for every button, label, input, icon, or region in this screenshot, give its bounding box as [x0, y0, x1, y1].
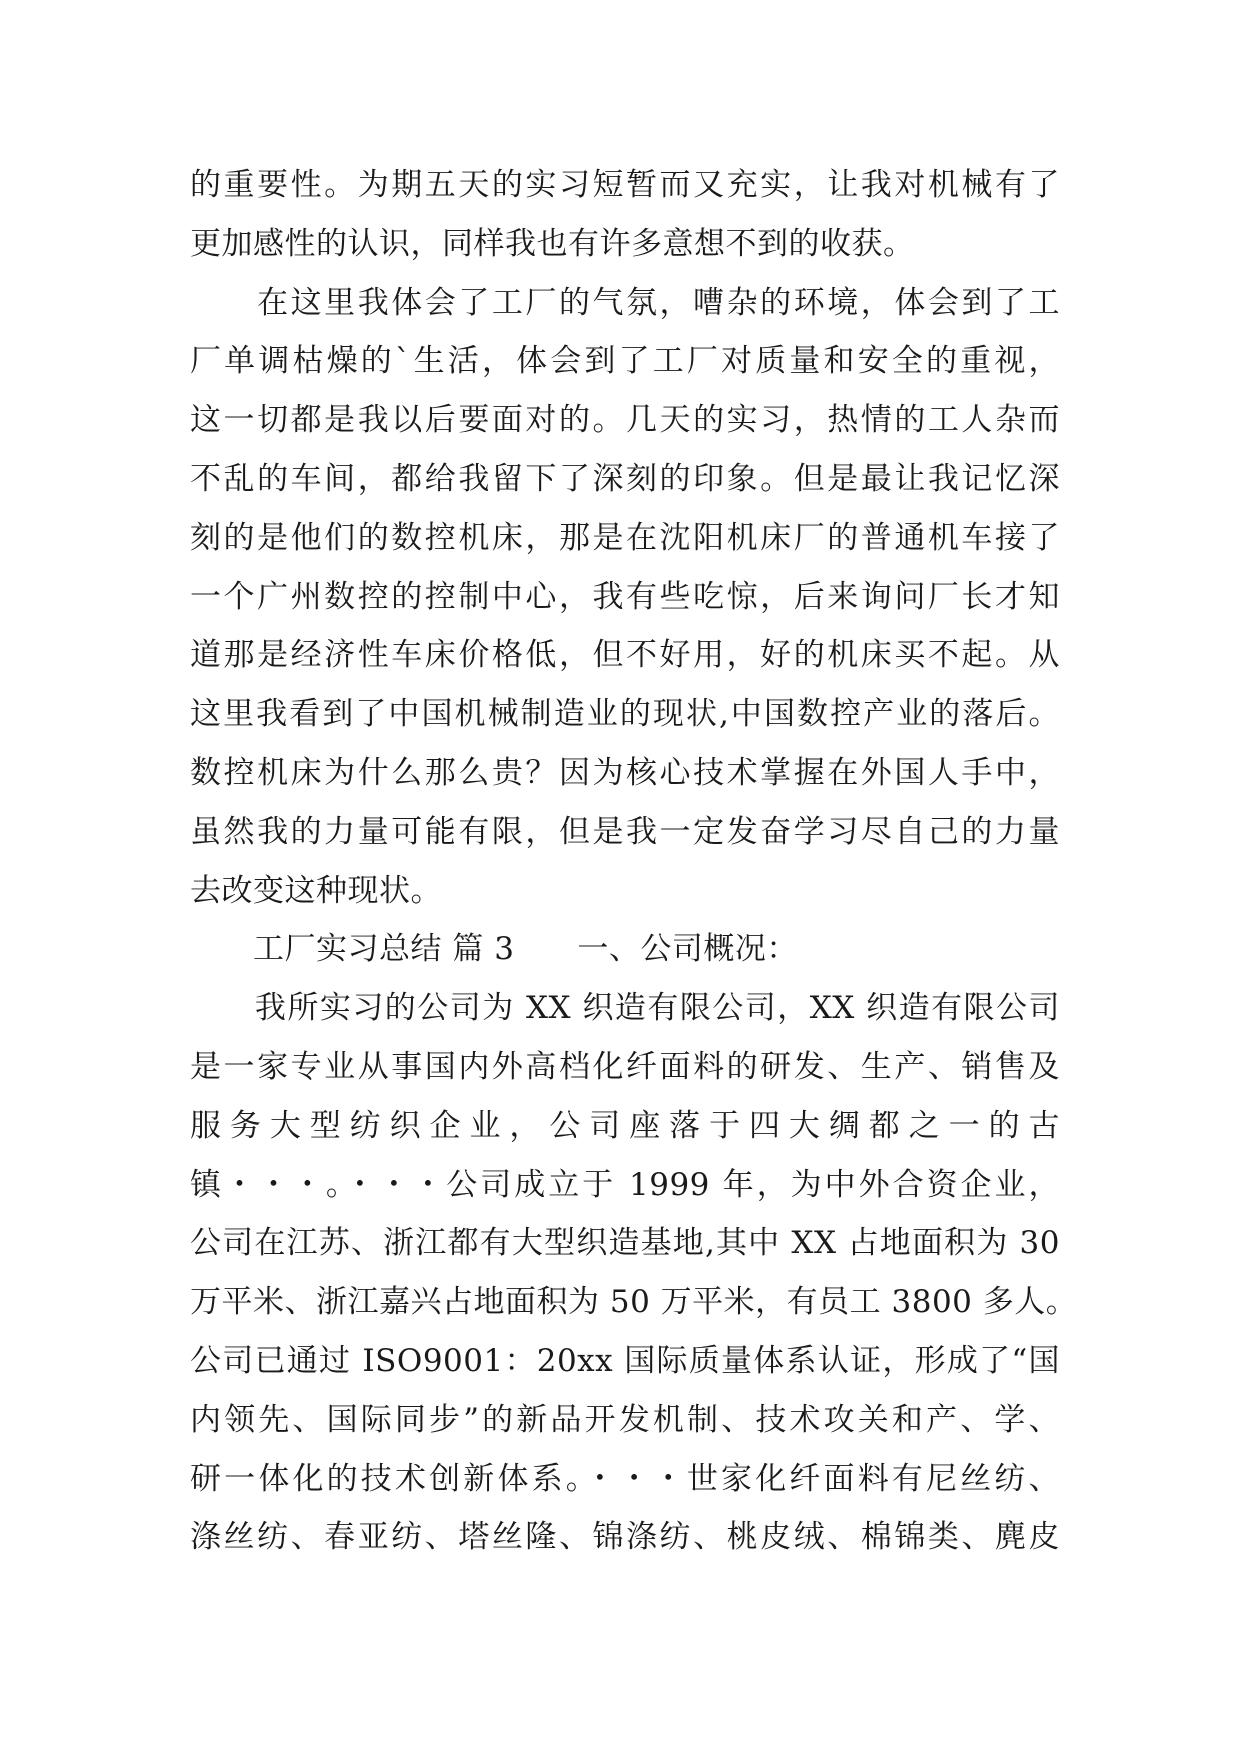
- text-line: 更加感性的认识，同样我也有许多意想不到的收获。: [190, 225, 915, 262]
- text-line: 道那是经济性车床价格低，但不好用，好的机床买不起。从: [190, 637, 1060, 674]
- text-line: 不乱的车间，都给我留下了深刻的印象。但是最让我记忆深: [190, 460, 1060, 497]
- section-heading-line: 工厂实习总结 篇 3 一、公司概况：: [190, 931, 798, 968]
- text-line: 数控机床为什么那么贵？因为核心技术掌握在外国人手中，: [190, 754, 1060, 791]
- text-line: 去改变这种现状。: [190, 872, 442, 909]
- text-line: 是一家专业从事国内外高档化纤面料的研发、生产、销售及: [190, 1048, 1060, 1085]
- text-line: 虽然我的力量可能有限，但是我一定发奋学习尽自己的力量: [190, 813, 1060, 850]
- text-line: 厂单调枯燥的`生活，体会到了工厂对质量和安全的重视，: [190, 343, 1060, 380]
- text-line: 在这里我体会了工厂的气氛，嘈杂的环境，体会到了工: [190, 284, 1060, 321]
- text-line: 万平米、浙江嘉兴占地面积为 50 万平米，有员工 3800 多人。: [190, 1284, 1078, 1321]
- text-line: 这里我看到了中国机械制造业的现状,中国数控产业的落后。: [190, 696, 1060, 733]
- text-line: 刻的是他们的数控机床，那是在沈阳机床厂的普通机车接了: [190, 519, 1060, 556]
- text-line: 公司在江苏、浙江都有大型织造基地,其中 XX 占地面积为 30: [190, 1225, 1060, 1262]
- text-line: 内领先、国际同步”的新品开发机制、技术攻关和产、学、: [190, 1401, 1060, 1438]
- text-line: 公司已通过 ISO9001：20xx 国际质量体系认证，形成了“国: [190, 1342, 1060, 1379]
- document-body: [190, 156, 1078, 1567]
- text-line: 这一切都是我以后要面对的。几天的实习，热情的工人杂而: [190, 402, 1060, 439]
- text-line: 研一体化的技术创新体系。・・・世家化纤面料有尼丝纺、: [190, 1460, 1060, 1497]
- text-line: 一个广州数控的控制中心，我有些吃惊，后来询问厂长才知: [190, 578, 1060, 615]
- text-line: 我所实习的公司为 XX 织造有限公司，XX 织造有限公司: [190, 990, 1060, 1027]
- text-line: 服务大型纺织企业，公司座落于四大绸都之一的古: [190, 1107, 1060, 1144]
- text-line: 镇・・・。・・・公司成立于 1999 年，为中外合资企业，: [190, 1166, 1060, 1203]
- text-line: 的重要性。为期五天的实习短暂而又充实，让我对机械有了: [190, 167, 1060, 203]
- text-line: 涤丝纺、春亚纺、塔丝隆、锦涤纺、桃皮绒、棉锦类、麂皮: [190, 1519, 1060, 1556]
